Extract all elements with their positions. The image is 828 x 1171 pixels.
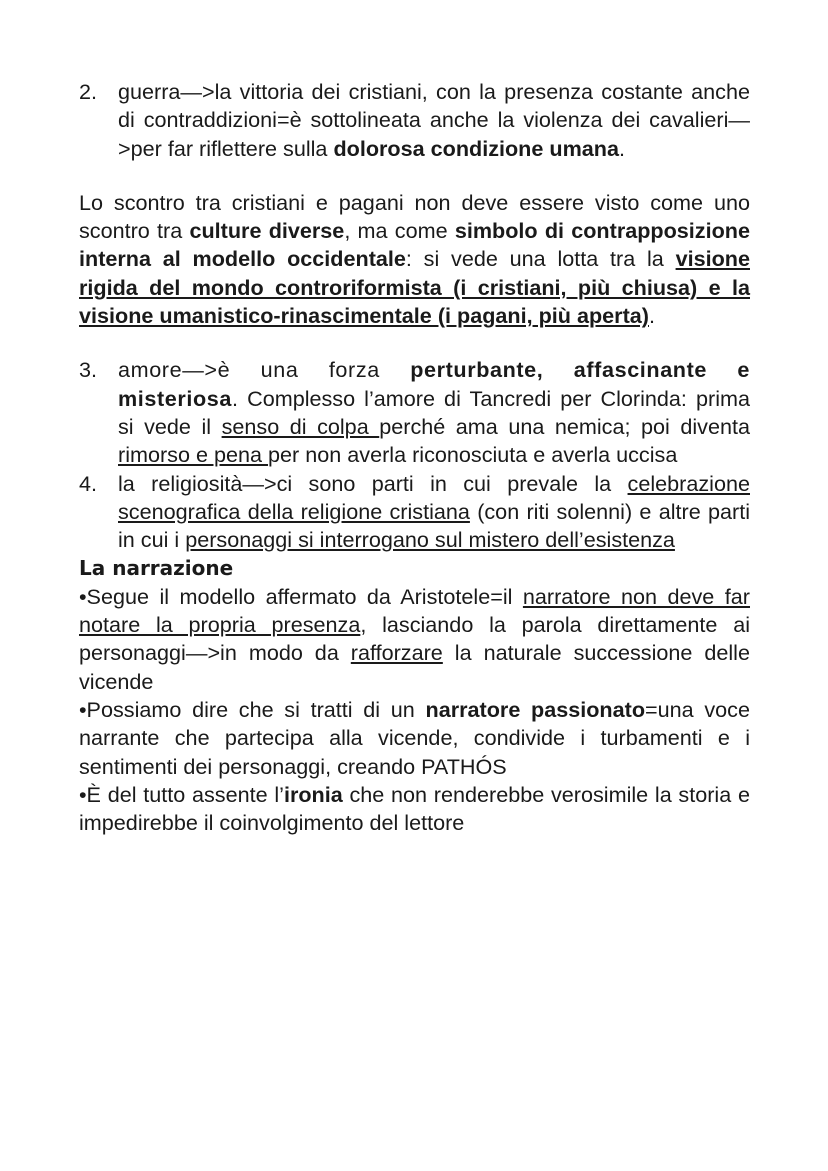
list-item-love	[79, 356, 750, 469]
underlined-phrase: narratore non deve far notare la propria presenza	[79, 583, 750, 638]
underlined-phrase: rimorso e pena	[118, 442, 269, 468]
bold-underlined-phrase: visione rigida del mondo controriformista (i cristiani, più chiusa) e la visione umanistico-rinascimentale (i pagani, più aperta)	[79, 246, 750, 329]
bold-phrase: simbolo di contrapposizione interna al modello occidentale	[79, 218, 750, 272]
list-number: 3.	[79, 357, 98, 383]
list-number: 4.	[79, 470, 98, 496]
list-item-text: amore—>è una forza perturbante, affascinante e misteriosa. Complesso l’amore di Tancredi per Clorinda: prima si vede il senso di colpa perché ama una nemica; poi diventa rimorso e pena per non averla riconosciuta e averla uccisa	[118, 357, 750, 468]
paragraph-clash: Lo scontro tra cristiani e pagani non deve essere visto come uno scontro tra culture diverse, ma come simbolo di contrapposizione interna al modello occidentale: si vede una lotta tra la visione rigida del mondo controriformista (i cristiani, più chiusa) e la visione umanistico-rinascimentale (i pagani, più aperta).	[79, 189, 750, 329]
bold-phrase: perturbante, affascinante e misteriosa	[118, 357, 750, 411]
underlined-phrase: celebrazione scenografica della religione cristiana	[118, 470, 750, 524]
bold-phrase: ironia	[283, 781, 343, 807]
bold-phrase: dolorosa condizione umana	[333, 135, 619, 161]
list-item-war	[79, 78, 750, 163]
underlined-phrase: rafforzare	[350, 640, 443, 666]
list-number: 2.	[79, 79, 98, 104]
list-item-religiosity	[79, 470, 750, 555]
underlined-phrase: senso di colpa	[221, 413, 380, 439]
list-item-text: guerra—>la vittoria dei cristiani, con la presenza costante anche di contraddizioni=è sottolineata anche la violenza dei cavalieri—>per far riflettere sulla dolorosa condizione umana.	[118, 79, 750, 161]
underlined-phrase: personaggi si interrogano sul mistero dell’esistenza	[185, 527, 675, 553]
bullet-aristotle: •Segue il modello affermato da Aristotele=il narratore non deve far notare la propria presenza, lasciando la parola direttamente ai personaggi—>in modo da rafforzare la naturale successione delle vicende	[79, 583, 750, 694]
bold-phrase: culture diverse	[189, 218, 345, 244]
list-item-text: la religiosità—>ci sono parti in cui prevale la celebrazione scenografica della religione cristiana (con riti solenni) e altre parti in cui i personaggi si interrogano sul mistero dell’esistenza	[118, 470, 750, 553]
bullet-irony: •È del tutto assente l’ironia che non renderebbe verosimile la storia e impedirebbe il coinvolgimento del lettore	[79, 781, 750, 836]
section-heading: La narrazione	[79, 556, 234, 581]
bullet-passionate-narrator: •Possiamo dire che si tratti di un narratore passionato=una voce narrante che partecipa alla vicende, condivide i turbamenti e i sentimenti dei personaggi, creando PATHÓS	[79, 696, 750, 779]
bold-phrase: narratore passionato	[425, 696, 646, 722]
